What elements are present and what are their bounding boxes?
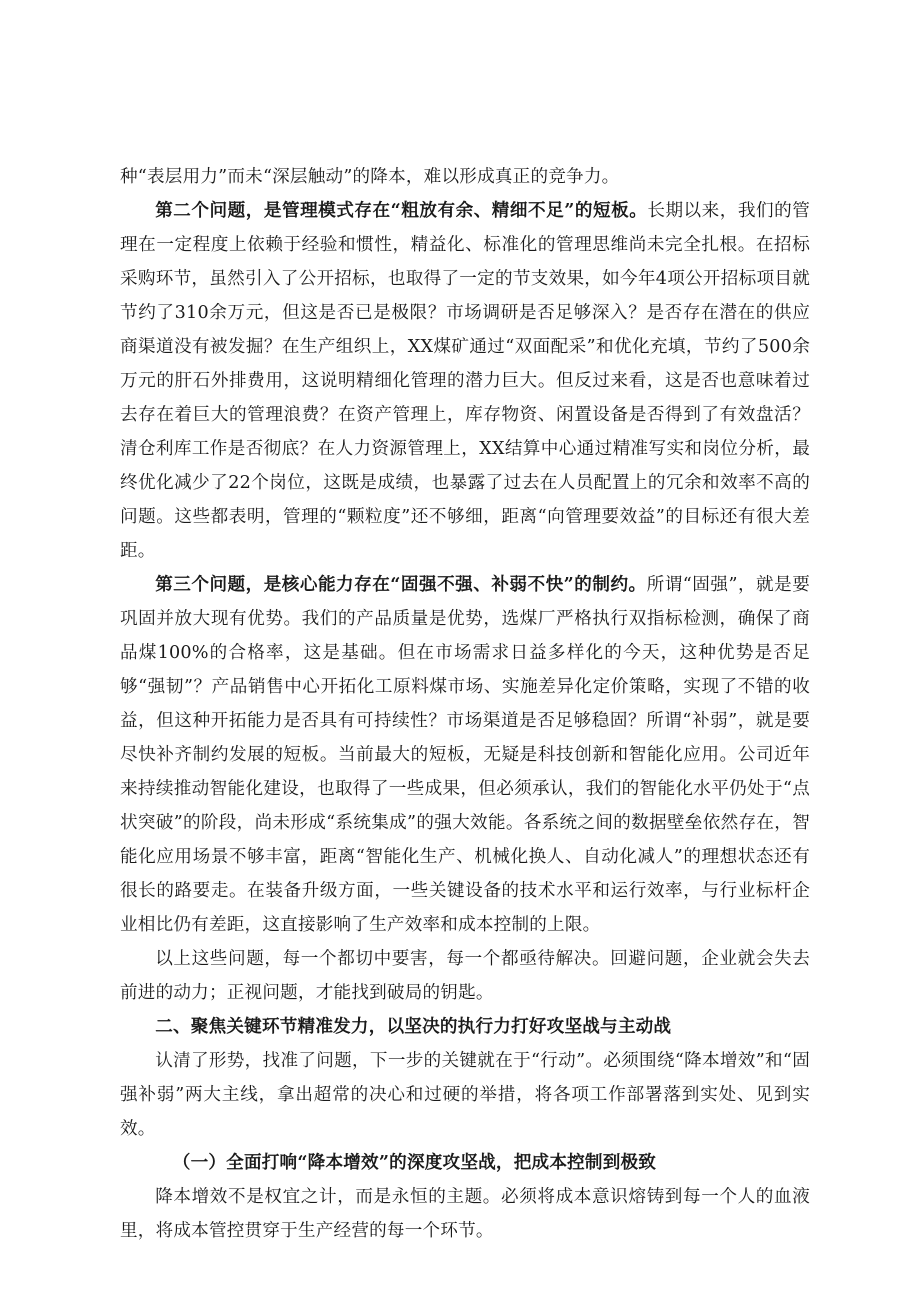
subsection-heading-one: （一）全面打响“降本增效”的深度攻坚战，把成本控制到极致 [172, 1152, 657, 1173]
paragraph-cost-reduction: 降本增效不是权宜之计，而是永恒的主题。必须将成本意识熔铸到每一个人的血液里，将成本管控贯穿于生产经营的每一个环节。 [120, 1187, 810, 1241]
section-heading-two: 二、聚焦关键环节精准发力，以坚决的执行力打好攻坚战与主动战 [155, 1016, 672, 1037]
problem-three-body: 所谓“固强”，就是要巩固并放大现有优势。我们的产品质量是优势，选煤厂严格执行双指标检测，确保了商品煤100%的合格率，这是基础。但在市场需求日益多样化的今天，这种优势是否足够“强韧”？产品销售中心开拓化工原料煤市场、实施差异化定价策略，实现了不错的收益，但这种开拓能力是否具有可持续性？市场渠道是否足够稳固？所谓“补弱”，就是要尽快补齐制约发展的短板。当前最大的短板，无疑是科技创新和智能化应用。公司近年来持续推动智能化建设，也取得了一些成果，但必须承认，我们的智能化水平仍处于“点状突破”的阶段，尚未形成“系统集成”的强大效能。各系统之间的数据壁垒依然存在，智能化应用场景不够丰富，距离“智能化生产、机械化换人、自动化减人”的理想状态还有很长的路要走。在装备升级方面，一些关键设备的技术水平和运行效率，与行业标杆企业相比仍有差距，这直接影响了生产效率和成本控制的上限。 [120, 575, 811, 935]
paragraph-action-intro: 认清了形势，找准了问题，下一步的关键就在于“行动”。必须围绕“降本增效”和“固强补弱”两大主线，拿出超常的决心和过硬的举措，将各项工作部署落到实处、见到实效。 [120, 1051, 810, 1139]
problem-two-body: 长期以来，我们的管理在一定程度上依赖于经验和惯性，精益化、标准化的管理思维尚未完全扎根。在招标采购环节，虽然引入了公开招标，也取得了一定的节支效果，如今年4项公开招标项目就节约了310余万元，但这是否已是极限？市场调研是否足够深入？是否存在潜在的供应商渠道没有被发掘？在生产组织上，XX煤矿通过“双面配采”和优化充填，节约了500余万元的肝石外排费用，这说明精细化管理的潜力巨大。但反过来看，这是否也意味着过去存在着巨大的管理浪费？在资产管理上，库存物资、闲置设备是否得到了有效盘活？清仓利库工作是否彻底？在人力资源管理上，XX结算中心通过精准写实和岗位分析，最终优化减少了22个岗位，这既是成绩，也暴露了过去在人员配置上的冗余和效率不高的问题。这些都表明，管理的“颗粒度”还不够细，距离“向管理要效益”的目标还有很大差距。 [120, 201, 811, 561]
paragraph-problem-three [120, 568, 810, 942]
problem-three-lead: 第三个问题，是核心能力存在“固强不强、补弱不快”的制约。 [155, 574, 647, 595]
paragraph-continuation: 种“表层用力”而未“深层触动”的降本，难以形成真正的竞争力。 [120, 167, 620, 187]
problem-two-lead: 第二个问题，是管理模式存在“粗放有余、精细不足”的短板。 [155, 200, 648, 221]
paragraph-summary: 以上这些问题，每一个都切中要害，每一个都亟待解决。回避问题，企业就会失去前进的动力；正视问题，才能找到破局的钥匙。 [120, 949, 810, 1003]
document-body [120, 160, 810, 1248]
paragraph-problem-two [120, 194, 810, 568]
